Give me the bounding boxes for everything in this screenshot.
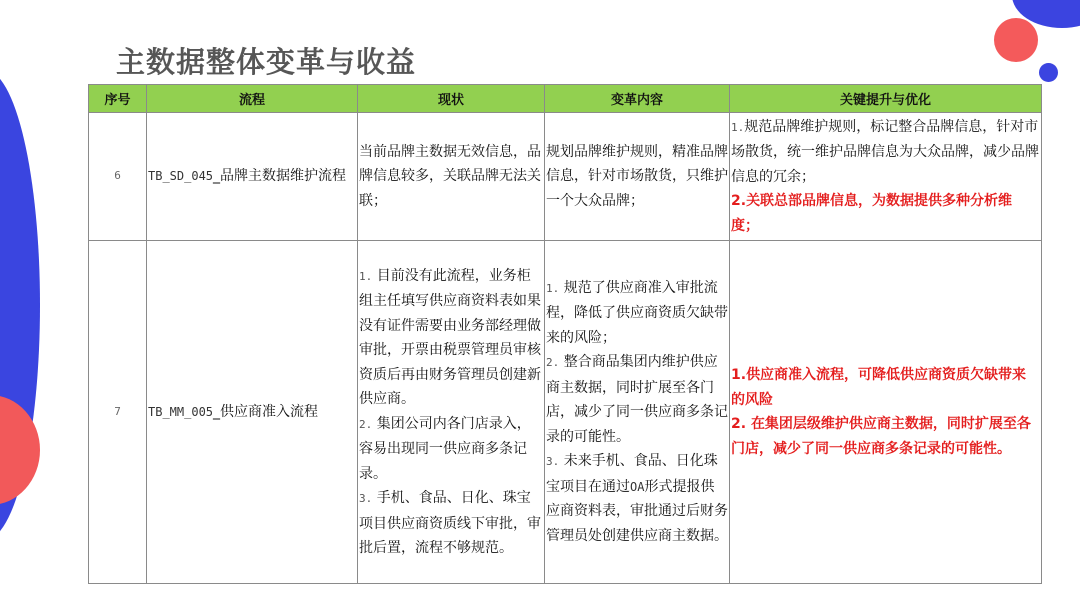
header-change: 变革内容 (545, 85, 730, 113)
table-row (89, 241, 1042, 584)
benefit-item-highlight (731, 189, 1040, 238)
process-name: _品牌主数据维护流程 (213, 168, 347, 185)
item-text: 手机、食品、日化、珠宝项目供应商资质线下审批，审批后置，流程不够规范。 (359, 490, 541, 556)
item-index: 2. (359, 417, 373, 431)
benefits-cell (730, 241, 1042, 584)
process-cell (147, 113, 358, 241)
item-index: 2. (546, 356, 560, 370)
page-title: 主数据整体变革与收益 (116, 45, 417, 79)
status-item (359, 264, 543, 412)
status-item (359, 486, 543, 561)
change-item (546, 350, 728, 449)
oa-text: OA (630, 479, 645, 494)
decorative-red-circle-top-right (994, 18, 1038, 62)
benefit-item (731, 115, 1040, 190)
change-item (546, 276, 728, 351)
item-text: 整合商品集团内维护供应商主数据，同时扩展至各门店，减少了同一供应商多条记录的可能性。 (546, 354, 728, 445)
item-text: 未来手机、食品、日化珠宝项目在通过 (546, 453, 718, 495)
table-row (89, 113, 1042, 241)
item-text: 规范了供应商准入审批流程，降低了供应商资质欠缺带来的风险； (546, 279, 728, 346)
item-text: 规范品牌维护规则，标记整合品牌信息，针对市场散货，统一维护品牌信息为大众品牌，减少品牌信息的冗余； (731, 118, 1039, 185)
benefit-item-highlight (731, 363, 1040, 412)
item-text: 形式提报供应商资料表，审批通过后财务管理员处创建供应商主数据。 (546, 478, 728, 544)
row-num: 7 (89, 241, 147, 584)
header-status: 现状 (358, 85, 545, 113)
status-item (359, 412, 543, 487)
item-text: 关联总部品牌信息，为数据提供多种分析维度； (731, 193, 1013, 234)
item-text: 集团公司内各门店录入，容易出现同一供应商多条记录。 (359, 415, 531, 482)
header-benefits: 关键提升与优化 (730, 85, 1042, 113)
item-index: 1. (731, 120, 745, 134)
change-item (546, 449, 728, 548)
change-cell: 规划品牌维护规则，精准品牌信息，针对市场散货，只维护一个大众品牌； (545, 113, 730, 241)
item-index: 1. (546, 281, 560, 295)
header-num: 序号 (89, 85, 147, 113)
item-text: 在集团层级维护供应商主数据，同时扩展至各门店，减少了同一供应商多条记录的可能性。 (731, 416, 1031, 457)
item-text: 供应商准入流程，可降低供应商资质欠缺带来的风险 (731, 367, 1027, 408)
change-cell (545, 241, 730, 584)
process-code: TB_SD_045 (148, 169, 214, 184)
item-index: 1. (359, 269, 373, 283)
benefits-cell (730, 113, 1042, 241)
status-cell: 当前品牌主数据无效信息，品牌信息较多，关联品牌无法关联； (358, 113, 545, 241)
process-cell (147, 241, 358, 584)
benefit-item-highlight (731, 412, 1040, 461)
process-code: TB_MM_005 (148, 404, 214, 419)
status-cell (358, 241, 545, 584)
decorative-small-blue-dot (1039, 63, 1058, 82)
item-index: 2. (731, 416, 747, 432)
item-index: 3. (546, 455, 560, 469)
header-process: 流程 (147, 85, 358, 113)
table-header-row (89, 85, 1042, 113)
item-index: 3. (359, 492, 373, 505)
master-data-table (88, 84, 1042, 584)
item-index: 1. (731, 367, 747, 383)
row-num: 6 (89, 113, 147, 241)
process-name: _供应商准入流程 (213, 403, 319, 420)
item-index: 2. (731, 193, 747, 210)
item-text: 目前没有此流程，业务柜组主任填写供应商资料表如果没有证件需要由业务部经理做审批，开票由税票管理员审核资质后再由财务管理员创建新供应商。 (359, 267, 541, 407)
